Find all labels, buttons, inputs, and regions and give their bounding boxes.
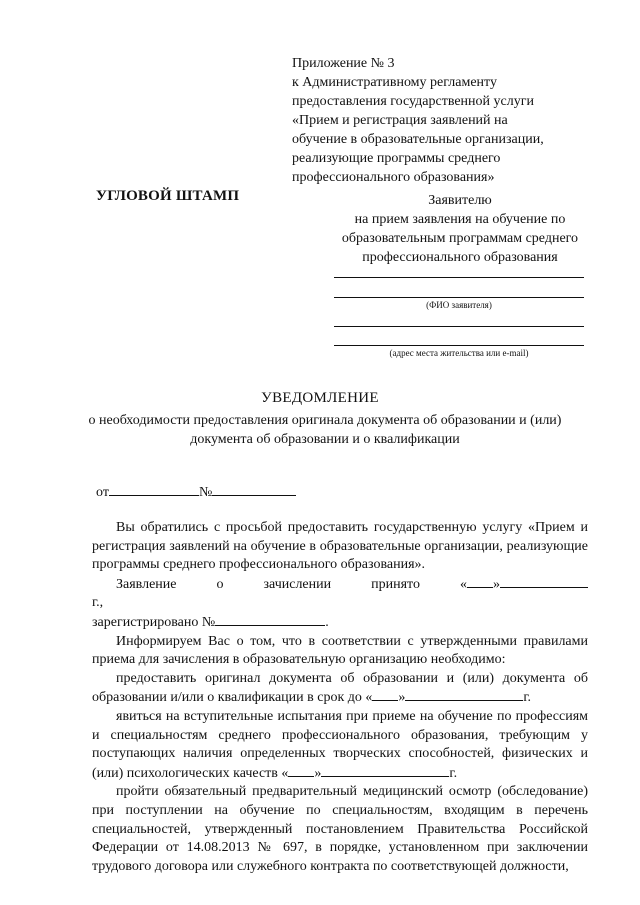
original-quote: » — [398, 690, 406, 706]
applicant-name-line-1[interactable] — [334, 277, 584, 278]
registered-number-field[interactable] — [215, 613, 325, 626]
applicant-address-line-1[interactable] — [334, 326, 584, 327]
notice-subtitle-line: о необходимости предоставления оригинала документа об образовании и (или) — [88, 413, 562, 428]
applicant-address-line-2[interactable] — [334, 345, 584, 346]
body-paragraph: пройти обязательный предварительный медицинский осмотр (обследование) при поступлении на обучение по специальностям, входящим в перечень специальностей, утвержденный постановлением Правительства Российской Федерации от 14.08.2013 № 697, в порядке, установленном при заключении трудового договора или служебного контракта по соответствующей должности, — [92, 784, 588, 874]
accepted-quote: » — [493, 576, 500, 592]
registered-period: . — [325, 614, 329, 630]
appendix-line: к Административному регламенту — [292, 75, 497, 90]
applicant-line: профессионального образования — [362, 250, 558, 265]
applicant-line: на прием заявления на обучение по — [354, 212, 566, 227]
exams-day-field[interactable] — [288, 764, 314, 777]
accepted-year-suffix: г., — [92, 595, 104, 611]
date-number-row — [96, 482, 296, 501]
original-month-year-field[interactable] — [405, 688, 523, 701]
applicant-name-line-2[interactable] — [334, 297, 584, 298]
applicant-block — [310, 191, 610, 267]
accepted-month-year-field[interactable] — [500, 575, 588, 588]
appendix-header — [292, 54, 592, 187]
number-label: № — [198, 485, 213, 500]
original-text: предоставить оригинал документа об образовании и (или) документа об образовании и/или о квалификации в срок до « — [92, 670, 588, 706]
corner-stamp-label: УГЛОВОЙ ШТАМП — [96, 188, 240, 204]
body-paragraph-accepted — [92, 575, 588, 613]
from-label: от — [96, 485, 109, 500]
appendix-line: реализующие программы среднего — [292, 151, 501, 166]
accepted-text: Заявление о зачислении принято « — [116, 576, 467, 592]
notice-subtitle-line: документа об образовании и о квалификации — [190, 432, 460, 447]
notice-title: УВЕДОМЛЕНИЕ — [261, 390, 379, 406]
accepted-day-field[interactable] — [467, 575, 493, 588]
appendix-line: «Прием и регистрация заявлений на — [292, 113, 508, 128]
applicant-line: образовательным программам среднего — [341, 231, 579, 246]
applicant-name-caption: (ФИО заявителя) — [426, 300, 492, 310]
date-field[interactable] — [109, 482, 199, 496]
exams-quote: » — [314, 765, 322, 781]
exams-year-suffix: г. — [449, 765, 458, 781]
exams-text: явиться на вступительные испытания при приеме на обучение по профессиям и специальностям среднего профессионального образования, требующим у поступающих наличия определенных творческих способностей, физических и (или) психологических качеств « — [92, 708, 588, 781]
appendix-line: профессионального образования» — [292, 170, 495, 185]
appendix-line: Приложение № 3 — [292, 56, 395, 71]
body-paragraph-exams — [92, 708, 588, 783]
body-paragraph: Информируем Вас о том, что в соответствии с утвержденными правилами приема для зачисления в образовательную организацию необходимо: — [92, 633, 588, 668]
body-paragraph-registered — [92, 613, 588, 633]
body-paragraph-original — [92, 670, 588, 708]
applicant-address-caption: (адрес места жительства или e-mail) — [389, 348, 529, 358]
appendix-line: обучение в образовательные организации, — [292, 132, 544, 147]
original-year-suffix: г. — [523, 690, 532, 706]
body-paragraph: Вы обратились с просьбой предоставить государственную услугу «Прием и регистрация заявлений на обучение в образовательные организации, реализующие программы среднего профессионального образования». — [92, 520, 588, 573]
original-day-field[interactable] — [372, 688, 398, 701]
number-field[interactable] — [212, 482, 296, 496]
exams-month-year-field[interactable] — [321, 764, 449, 777]
notice-subtitle — [60, 411, 590, 449]
applicant-line: Заявителю — [428, 193, 492, 208]
registered-text: зарегистрировано № — [92, 614, 216, 630]
notice-body — [92, 519, 588, 876]
appendix-line: предоставления государственной услуги — [292, 94, 534, 109]
